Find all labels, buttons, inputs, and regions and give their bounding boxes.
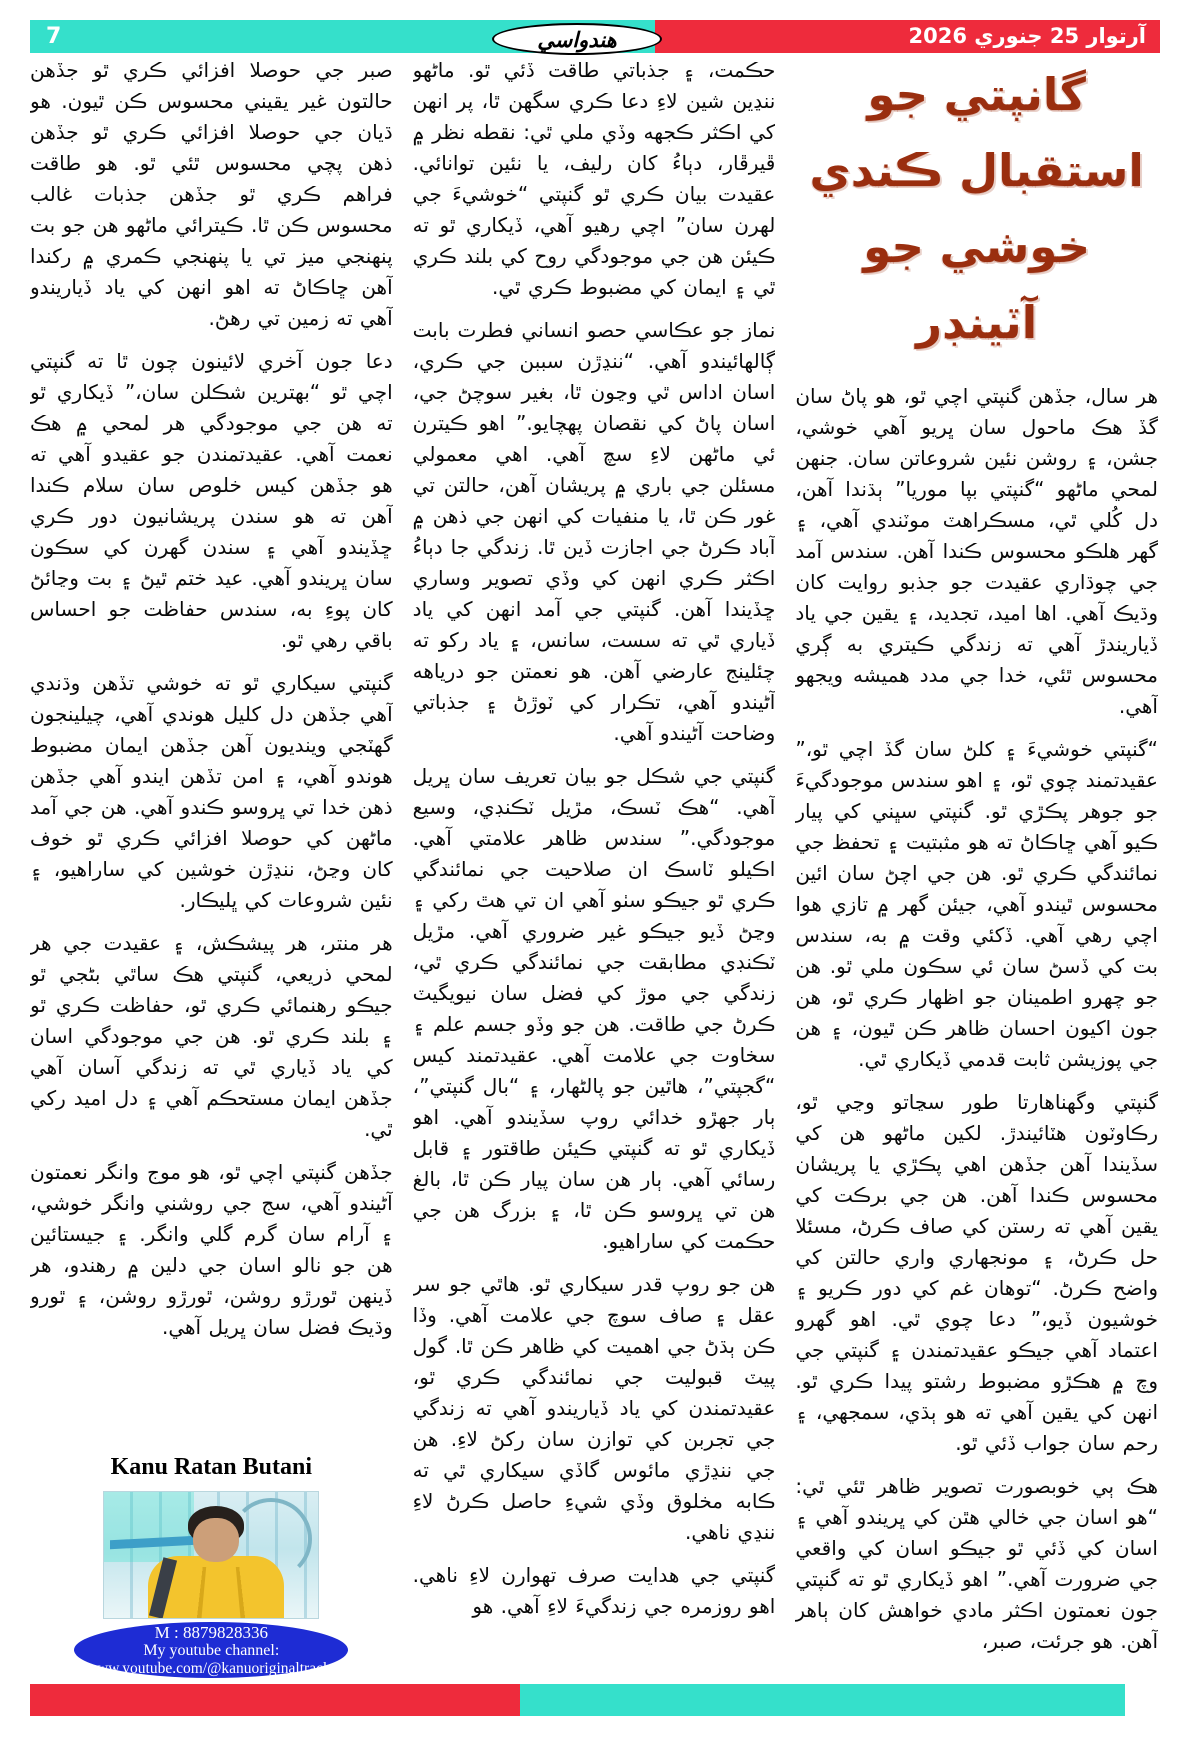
youtube-channel-label: My youtube channel: bbox=[143, 1641, 280, 1659]
paragraph: دعا جون آخري لائينون چون ٿا ته گنپتي اچي ٿو “بهترين شڪلن سان،” ڏيکاري ٿو ته هن جي موجودگي هر لمحي ۾ هڪ نعمت آهي. عقيدتمندن جو عقيدو آهي ته هو جڏهن کيس خلوص سان سلام ڪندا آهن ته هو سندن پريشانيون دور ڪري ڇڏيندو آهي ۽ سندن گهرن کي سڪون سان ڀريندو آهي. عيد ختم ٿيڻ ۽ بت وڃائڻ کان پوءِ به، سندس حفاظت جو احساس باقي رهي ٿو. bbox=[29, 349, 393, 652]
column-middle-text bbox=[413, 55, 776, 1622]
paragraph: هن جو روپ قدر سيکاري ٿو. هاٿي جو سر عقل ۽ صاف سوچ جي علامت آهي. وڏا ڪن ٻڌڻ جي اهميت کي ظاهر ڪن ٿا. گول پيٽ قبوليت جي نمائندگي ڪري ٿو، عقيدتمندن کي ياد ڏياريندو آهي ته زندگي جي تجربن کي توازن سان رکڻ لاءِ. هن جي ننڍڙي مائوس گاڏي سيکاري ٿي ته ڪابه مخلوق وڏي شيءِ حاصل ڪرڻ لاءِ ننڍي ناهي. bbox=[412, 1272, 776, 1544]
column-right bbox=[795, 55, 1158, 1680]
paragraph: گنپتي جي هدايت صرف تهوارن لاءِ ناهي. اهو روزمره جي زندگيءَ لاءِ آهي. هو bbox=[412, 1563, 776, 1618]
article-body bbox=[30, 55, 1158, 1680]
photo-teal-tint bbox=[104, 1492, 194, 1562]
column-left-text bbox=[30, 55, 393, 1355]
author-phone: M : 8879828336 bbox=[154, 1622, 268, 1642]
paragraph: گنپتي سيکاري ٿو ته خوشي تڏهن وڌندي آهي جڏهن دل کليل هوندي آهي، چيلينجون گهٽجي وينديون آهن جڏهن ايمان مضبوط هوندو آهي، ۽ امن تڏهن ايندو آهي جڏهن ذهن خدا تي ڀروسو ڪندو آهي. هن جي آمد ماڻهن کي حوصلا افزائي ڪري ٿو خوف کان وڃڻ، ننڍڙن خوشين کي ساراهيو، ۽ نئين شروعات کي ڀليڪار. bbox=[29, 671, 393, 912]
title-line-1: گانپتي جو bbox=[867, 68, 1086, 121]
author-photo bbox=[103, 1491, 319, 1619]
masthead-logo: هندواسي bbox=[492, 23, 662, 55]
paragraph: هڪ ٻي خوبصورت تصوير ظاهر ٿئي ٿي: “هو اسان جي خالي هٿن کي ڀريندو آهي ۽ اسان کي ڏئي ٿو جيڪو اسان کي واقعي جي ضرورت آهي.” اهو ڏيکاري ٿو ته گنپتي جون نعمتون اڪثر مادي خواهش کان ٻاهر آهن. هو جرئت، صبر، bbox=[795, 1474, 1158, 1653]
title-line-3: خوشي جو آٽينڊر bbox=[863, 220, 1091, 349]
paragraph: حڪمت، ۽ جذباتي طاقت ڏئي ٿو. ماڻهو ننڍين شين لاءِ دعا ڪري سگهن ٿا، پر انهن کي اڪثر ڪجهه وڏي ملي ٿي: نقطه نظر ۾ ڦيرڦار، دٻاءُ کان رليف، يا نئين توانائي. عقيدت بيان ڪري ٿو گنپتي “خوشيءَ جي لهرن سان” اچي رهيو آهي، ڏيکاري ٿو ته ڪيئن هن جي موجودگي روح کي بلند ڪري ٿي ۽ ايمان کي مضبوط ڪري ٿي. bbox=[412, 58, 776, 299]
column-right-text bbox=[795, 381, 1158, 1657]
author-name: Kanu Ratan Butani bbox=[110, 1454, 313, 1480]
title-line-2: استقبال ڪندي bbox=[809, 144, 1144, 197]
paragraph: گنپتي وگهناهارتا طور سڃاتو وڃي ٿو، رڪاوٽون هٽائيندڙ. لکين ماڻهو هن کي سڏيندا آهن جڏهن اهي پڪڙي يا پريشان محسوس ڪندا آهن. هن جي برڪت کي يقين آهي ته رستن کي صاف ڪرڻ، مسئلا حل ڪرڻ، ۽ مونجهاري واري حالتن کي واضح ڪرڻ. “توهان غم کي دور ڪريو ۽ خوشيون ڏيو،” دعا چوي ٿي. اهو گهرو اعتماد آهي جيڪو عقيدتمندن ۽ گنپتي جي وچ ۾ هڪڙو مضبوط رشتو پيدا ڪري ٿو. انهن کي يقين آهي ته هو ٻڌي، سمجهي، ۽ رحم سان جواب ڏئي ٿو. bbox=[795, 1090, 1158, 1455]
paragraph: جڏهن گنپتي اچي ٿو، هو موج وانگر نعمتون آڻيندو آهي، سج جي روشني وانگر خوشي، ۽ آرام سان گرم گلي وانگر. ۽ جيستائين هن جو نالو اسان جي دلين ۾ رهندو، هر ڏينهن ٿورڙو روشن، ٿورڙو روشن، ۽ ٿورو وڌيڪ فضل سان ڀريل آهي. bbox=[29, 1160, 393, 1339]
article-title bbox=[795, 57, 1158, 361]
footer-teal-segment bbox=[520, 1684, 1125, 1716]
paragraph: هر منتر، هر پيشڪش، ۽ عقيدت جي هر لمحي ذريعي، گنپتي هڪ ساٿي بڻجي ٿو جيڪو رهنمائي ڪري ٿو، حفاظت ڪري ٿو ۽ بلند ڪري ٿو. هن جي موجودگي اسان کي ياد ڏياري ٿي ته زندگي آسان آهي جڏهن ايمان مستحڪم آهي ۽ دل اميد رکي ٿي. bbox=[29, 931, 393, 1141]
column-left bbox=[30, 55, 393, 1680]
author-block bbox=[30, 1454, 393, 1680]
footer-bar bbox=[30, 1684, 1125, 1716]
paragraph: صبر جي حوصلا افزائي ڪري ٿو جڏهن حالتون غير يقيني محسوس ڪن ٿيون. هو ڌيان جي حوصلا افزائي ڪري ٿو جڏهن ذهن پچي محسوس ٿئي ٿو. هو طاقت فراهم ڪري ٿو جڏهن جذبات غالب محسوس ڪن ٿا. ڪيترائي ماڻهو هن جو بت پنهنجي ميز تي يا پنهنجي ڪمري ۾ رکندا آهن ڇاڪاڻ ته اهو انهن کي ياد ڏياريندو آهي ته زمين تي رهڻ. bbox=[29, 58, 393, 330]
youtube-channel-url: www.youtube.com/@kanuoriginaltracks bbox=[85, 1659, 337, 1677]
contact-badge bbox=[74, 1622, 348, 1678]
column-middle bbox=[413, 55, 776, 1680]
paragraph: گنپتي جي شڪل جو بيان تعريف سان ڀريل آهي. “هڪ ٽسڪ، مڙيل ٽڪنڊي، وسيع موجودگي.” سندس ظاهر علامتي آهي. اڪيلو ٽاسڪ ان صلاحيت جي نمائندگي ڪري ٿو جيڪو سٺو آهي ان تي هٿ رکي ۽ وڃڻ ڏيو جيڪو غير ضروري آهي. مڙيل ٽڪنڊي مطابقت جي نمائندگي ڪري ٿي، زندگي جي موڙ کي فضل سان نيويگيٽ ڪرڻ جي طاقت. هن جو وڏو جسم علم ۽ سخاوت جي علامت آهي. عقيدتمند کيس “گجپتي”، هاٿين جو پالڻهار، ۽ “بال گنپتي”، ٻار جهڙو خدائي روپ سڏيندو آهي. اهو ڏيکاري ٿو ته گنپتي ڪيئن طاقتور ۽ قابل رسائي آهي. ٻار هن سان پيار ڪن ٿا، بالغ هن تي ڀروسو ڪن ٿا، ۽ بزرگ هن جي حڪمت کي ساراهيو. bbox=[412, 764, 776, 1253]
paragraph: نماز جو عڪاسي حصو انساني فطرت بابت ڳالهائيندو آهي. “ننڍڙن سببن جي ڪري، اسان اداس ٿي وڃون ٿا، بغير سوچڻ جي، اسان پاڻ کي نقصان پهچايو.” اهو ڪيترن ئي ماڻهن لاءِ سچ آهي. اهي معمولي مسئلن جي باري ۾ پريشان آهن، حالتن تي غور ڪن ٿا، يا منفيات کي انهن جي ذهن ۾ آباد ڪرڻ جي اجازت ڏين ٿا. زندگي جا دٻاءُ اڪثر ڪري انهن کي وڏي تصوير وساري ڇڏيندا آهن. گنپتي جي آمد انهن کي ياد ڏياري ٿي ته سست، سانس، ۽ ياد رکو ته چئلينج عارضي آهن. هو نعمتن جو درياهه آڻيندو آهي، تڪرار کي ٽوڙڻ ۽ جذباتي وضاحت آڻيندو آهي. bbox=[412, 318, 776, 745]
paragraph: هر سال، جڏهن گنپتي اچي ٿو، هو پاڻ سان گڏ هڪ ماحول سان ڀريو آهي خوشي، جشن، ۽ روشن نئين شروعاتن سان. جنهن لمحي ماڻهو “گنپتي بپا موريا” ٻڌندا آهن، دل کُلي ٿي، مسڪراهٽ موٽندي آهي، ۽ گهر هلڪو محسوس ڪندا آهن. سندس آمد جي چوڌاري عقيدت جو جذبو روايت کان وڌيڪ آهي. اها اميد، تجديد، ۽ يقين جي ياد ڏياريندڙ آهي ته زندگي ڪيتري به ڳري محسوس ٿئي، خدا جي مدد هميشه ويجهو آهي. bbox=[795, 384, 1158, 718]
photo-face bbox=[193, 1518, 239, 1562]
photo-hoodie-drawstrings bbox=[197, 1567, 246, 1619]
edition-date: آرتوار 25 جنوري 2026 bbox=[655, 20, 1160, 53]
paragraph: “گنپتي خوشيءَ ۽ کلڻ سان گڏ اچي ٿو،” عقيدتمند چوي ٿو، ۽ اهو سندس موجودگيءَ جو جوهر پڪڙي ٿو. گنپتي سڀني کي پيار ڪيو آهي ڇاڪاڻ ته هو مثبتيت ۽ تحفظ جي نمائندگي ڪري ٿو. هن جي اچڻ سان ائين محسوس ٿيندو آهي، جيئن گهر ۾ تازي هوا اچي رهي آهي. ڏکئي وقت ۾ به، سندس بت کي ڏسڻ سان ئي سڪون ملي ٿو. هن جو چهرو اطمينان جو اظهار ڪري ٿو، هن جون اکيون احسان ظاهر ڪن ٿيون، ۽ هن جي پوزيشن ثابت قدمي ڏيکاري ٿي. bbox=[795, 737, 1158, 1071]
footer-red-segment bbox=[30, 1684, 520, 1716]
page-number: 7 bbox=[30, 20, 655, 53]
